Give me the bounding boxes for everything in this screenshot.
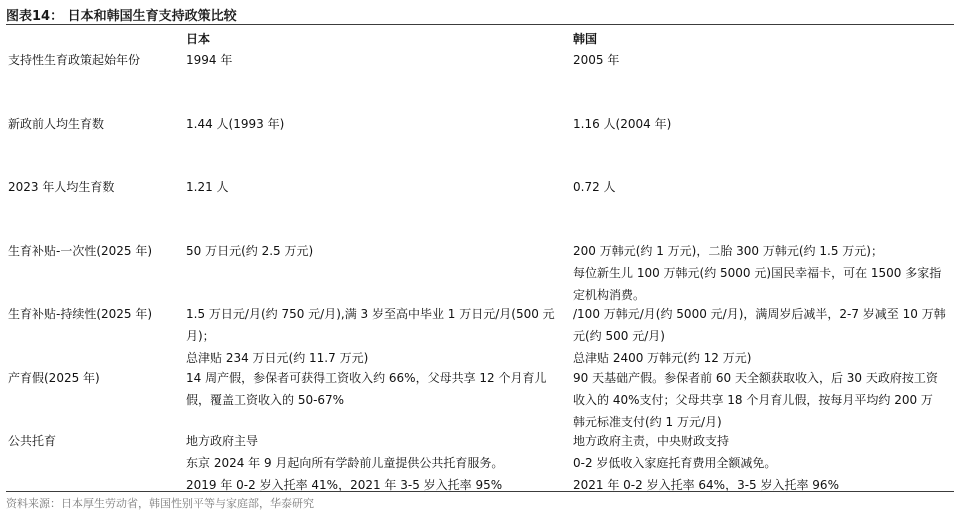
chart-title-bar: [6, 4, 954, 25]
korea-childcare-line-3: 2021 年 0-2 岁入托率 64%，3-5 岁入托率 96%: [573, 478, 839, 492]
row-label-start-year: 支持性生育政策起始年份: [8, 53, 141, 67]
japan-continuous-line-1: 1.5 万日元/月(约 750 元/月),满 3 岁至高中毕业 1 万日元/月(500 元: [186, 307, 555, 321]
japan-leave-line-2: 假，覆盖工资收入的 50-67%: [186, 393, 345, 407]
row-label-tfr-before: 新政前人均生育数: [8, 117, 105, 131]
japan-continuous-line-3: 总津贴 234 万日元(约 11.7 万元): [186, 351, 369, 365]
korea-leave-line-1: 90 天基础产假。参保者前 60 天全额获取收入，后 30 天政府按工资: [573, 371, 938, 385]
column-header-japan: 日本: [186, 32, 211, 46]
korea-lump-sum-line-1: 200 万韩元(约 1 万元)，二胎 300 万韩元(约 1.5 万元)；: [573, 244, 883, 258]
row-label-tfr-2023: 2023 年人均生育数: [8, 180, 115, 194]
japan-start-year: 1994 年: [186, 53, 233, 67]
japan-childcare-line-2: 东京 2024 年 9 月起向所有学龄前儿童提供公共托育服务。: [186, 456, 504, 470]
korea-continuous-line-3: 总津贴 2400 万韩元(约 12 万元): [573, 351, 752, 365]
korea-continuous-line-1: /100 万韩元/月(约 5000 元/月)，满周岁后减半，2-7 岁减至 10 万韩: [573, 307, 946, 321]
japan-childcare-line-3: 2019 年 0-2 岁入托率 41%，2021 年 3-5 岁入托率 95%: [186, 478, 503, 492]
source-note: 资料来源：日本厚生劳动省，韩国性别平等与家庭部，华泰研究: [6, 497, 314, 510]
korea-lump-sum-line-3: 定机构消费。: [573, 288, 646, 302]
korea-leave-line-2: 收入的 40%支付；父母共享 18 个月育儿假，按每月平均约 200 万: [573, 393, 933, 407]
figure-title: 图表14： 日本和韩国生育支持政策比较: [6, 9, 237, 24]
korea-continuous-line-2: 元(约 500 元/月): [573, 329, 665, 343]
korea-childcare-line-2: 0-2 岁低收入家庭托育费用全额减免。: [573, 456, 777, 470]
row-label-leave: 产育假(2025 年): [8, 371, 100, 385]
korea-leave-line-3: 韩元标准支付(约 1 万元/月): [573, 415, 722, 429]
japan-tfr-2023: 1.21 人: [186, 180, 229, 194]
row-label-continuous: 生育补贴-持续性(2025 年): [8, 307, 153, 321]
column-header-korea: 韩国: [573, 32, 598, 46]
japan-childcare-line-1: 地方政府主导: [186, 434, 259, 448]
korea-lump-sum-line-2: 每位新生儿 100 万韩元(约 5000 元)国民幸福卡，可在 1500 多家指: [573, 266, 942, 280]
korea-childcare-line-1: 地方政府主责，中央财政支持: [573, 434, 730, 448]
japan-continuous-line-2: 月)；: [186, 329, 215, 343]
japan-leave-line-1: 14 周产假，参保者可获得工资收入约 66%，父母共享 12 个月育儿: [186, 371, 547, 385]
row-label-lump-sum: 生育补贴-一次性(2025 年): [8, 244, 153, 258]
footer-divider: [6, 491, 954, 492]
row-label-childcare: 公共托育: [8, 434, 57, 448]
korea-tfr-before: 1.16 人(2004 年): [573, 117, 672, 131]
japan-lump-sum: 50 万日元(约 2.5 万元): [186, 244, 314, 258]
korea-start-year: 2005 年: [573, 53, 620, 67]
japan-tfr-before: 1.44 人(1993 年): [186, 117, 285, 131]
korea-tfr-2023: 0.72 人: [573, 180, 616, 194]
